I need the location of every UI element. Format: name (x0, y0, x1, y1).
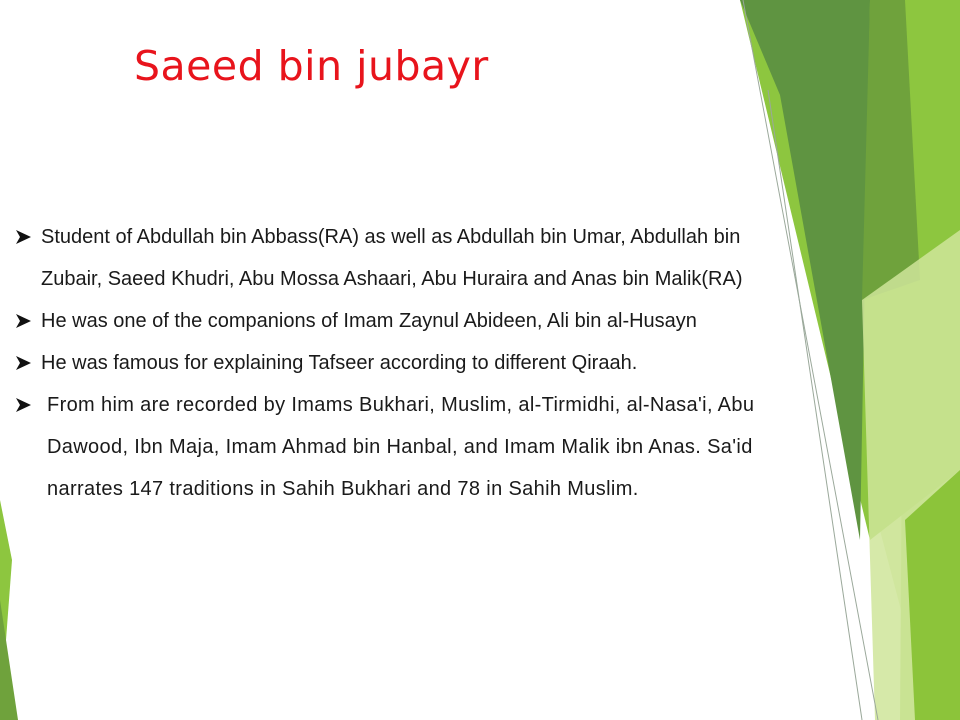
bullet-item (14, 384, 784, 510)
bullet-item (14, 216, 784, 300)
bullet-text: Student of Abdullah bin Abbass(RA) as well as Abdullah bin Umar, Abdullah bin Zubair, Saeed Khudri, Abu Mossa Ashaari, Abu Huraira and Anas bin Malik(RA) (41, 226, 743, 290)
arrowhead-bullet-icon (16, 398, 31, 412)
arrowhead-bullet-icon (16, 314, 31, 328)
bullet-text: From him are recorded by Imams Bukhari, Muslim, al-Tirmidhi, al-Nasa'i, Abu Dawood, Ibn Maja, Imam Ahmad bin Hanbal, and Imam Malik ibn Anas. Sa'id narrates 147 traditions in Sahih Bukhari and 78 in Sahih Muslim. (47, 394, 755, 500)
arrowhead-bullet-icon (16, 230, 31, 244)
arrowhead-bullet-icon (16, 356, 31, 370)
left-dark-stripe (0, 600, 18, 720)
bullet-text: He was one of the companions of Imam Zaynul Abideen, Ali bin al-Husayn (41, 310, 697, 332)
bullet-item (14, 300, 784, 342)
bullet-list (14, 216, 784, 510)
bullet-item (14, 342, 784, 384)
slide-title: Saeed bin jubayr (134, 42, 489, 90)
bullet-text: He was famous for explaining Tafseer according to different Qiraah. (41, 352, 638, 374)
